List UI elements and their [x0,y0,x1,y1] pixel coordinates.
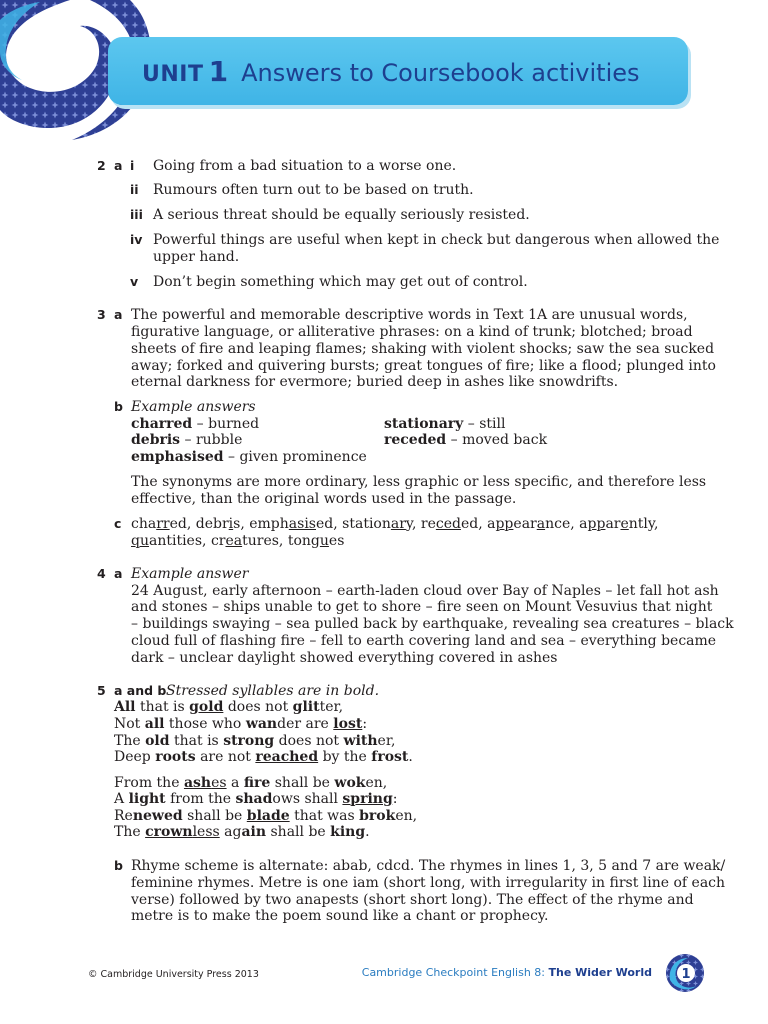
q3a-line: The powerful and memorable descriptive words in Text 1A are unusual words, [131,307,688,323]
synonym-pair [131,449,367,466]
spelling-word [288,533,345,549]
stressed-rhyme-syllable: lost [333,716,363,732]
synonym-meaning: – given prominence [223,449,367,465]
synonym-pair [131,432,242,449]
stressed-syllable: glit [292,699,320,715]
q2-roman-iv: iv [130,232,143,247]
stressed-rhyme-syllable: spring [342,791,393,807]
q2-part-label: a [114,158,123,173]
q4-part-label: a [114,566,123,581]
stressed-rhyme-syllable: blade [246,808,290,824]
unstressed-text: shall be [270,775,335,791]
q3c-line [131,516,658,533]
q3a-label: a [114,307,123,322]
stressed-rhyme-syllable: gold [189,699,224,715]
q3a-line: sheets of fire and leaping flames; shaking with violent shocks; saw the sea sucked [131,341,715,357]
stressed-syllable: king [330,824,366,840]
unstressed-text: that is [135,699,190,715]
spelling-word [605,516,658,532]
synonym-pair [384,416,505,433]
stressed-syllable: with [343,733,378,749]
word-part: re [420,516,436,532]
q2-roman-i: i [130,158,135,173]
q4-line: cloud full of flashing fire – fell to earth covering land and sea – everything became [131,633,717,649]
underlined-letters: ced [435,516,461,532]
word-part: ed, [460,516,488,532]
synonym-word: charred [131,416,193,432]
synonym-meaning: – burned [192,416,260,432]
poem-line [114,749,413,766]
unstressed-text: are not [195,749,256,765]
q4-heading: Example answer [131,566,249,582]
word-part: ear [513,516,537,532]
stressed-syllable: light [128,791,166,807]
q3c-label: c [114,516,122,531]
spelling-word [537,516,579,532]
unstressed-text: shall be [182,808,247,824]
unstressed-text: A [114,791,129,807]
stressed-syllable: roots [155,749,196,765]
unstressed-text: that was [289,808,360,824]
spelling-word [131,533,211,549]
poem-line [114,808,417,825]
q4-line: and stones – ships unable to get to shore – fire seen on Mount Vesuvius that night [131,599,713,615]
q5b-label: b [114,858,123,873]
q2-answer-iii: A serious threat should be equally seriously resisted. [153,207,530,223]
rhyme-syllable: es [211,775,227,791]
unstressed-text: Deep [114,749,156,765]
word-part: debr [195,516,229,532]
spelling-word [249,516,342,532]
q4-line: – buildings swaying – sea pulled back by earthquake, revealing sea creatures – black [131,616,734,632]
stressed-rhyme-syllable: reached [255,749,319,765]
q2-answer-v: Don’t begin something which may get out of control. [153,274,528,290]
word-part: y, [405,516,421,532]
q3c-line [131,533,344,550]
stressed-syllable: strong [223,733,275,749]
synonym-meaning: – moved back [446,432,548,448]
spelling-word [342,516,421,532]
unstressed-text: der are [277,716,334,732]
poem-line [114,791,397,808]
underlined-letters: pp [587,516,606,532]
unstressed-text: from the [165,791,236,807]
unstressed-text: : [362,716,368,732]
spelling-word [487,516,537,532]
stressed-syllable: newed [132,808,183,824]
title-text: Answers to Coursebook activities [241,59,640,87]
q3-number: 3 [97,307,106,322]
q5b-line: verse) followed by two anapests (short short long). The effect of the rhyme and [131,892,694,908]
page-number: 1 [681,967,691,982]
underlined-letters: rr [156,516,170,532]
unstressed-text: a [226,775,244,791]
stressed-syllable: all [144,716,165,732]
stressed-rhyme-syllable: crown [145,824,193,840]
underlined-letters: a [536,516,546,532]
stressed-syllable: old [145,733,170,749]
unstressed-text: by the [318,749,372,765]
synonym-word: debris [131,432,181,448]
stressed-syllable: All [114,699,136,715]
word-part: a [579,516,588,532]
book-title: The Wider World [548,966,652,979]
word-part: cha [131,516,157,532]
unstressed-text: : [392,791,398,807]
unstressed-text: The [114,824,146,840]
synonym-meaning: – still [463,416,506,432]
stressed-syllable: brok [359,808,396,824]
poem-line [114,699,343,716]
underlined-letters: ar [390,516,406,532]
synonym-meaning: – rubble [180,432,243,448]
word-part: a [487,516,496,532]
q3a-line: figurative language, or alliterative phrases: on a kind of trunk; blotched; broad [131,324,693,340]
unstressed-text: . [365,824,370,840]
synonym-pair [131,416,259,433]
underlined-letters: e [620,516,629,532]
stressed-rhyme-syllable: ash [183,775,212,791]
word-part: ntly, [628,516,659,532]
spelling-word [421,516,487,532]
page-number-badge [664,952,706,994]
q3a-line: away; forked and quivering bursts; great tongues of fire; like a flood; plunged into [131,358,716,374]
poem-line [114,733,395,750]
word-part: tures, [242,533,288,549]
q3a-line: eternal darkness for evermore; buried deep in ashes like snowdrifts. [131,374,619,390]
poem-line [114,775,387,792]
unstressed-text: ag [219,824,242,840]
series-name: Cambridge Checkpoint English 8: [361,966,549,979]
rhyme-syllable: less [192,824,220,840]
q4-line: 24 August, early afternoon – earth-laden cloud over Bay of Naples – let fall hot ash [131,583,719,599]
unstressed-text: does not [274,733,344,749]
poem-line [114,716,367,733]
unstressed-text: shall be [266,824,331,840]
poem-line [114,824,370,841]
word-part: emph [249,516,289,532]
unstressed-text: en, [365,775,388,791]
unstressed-text: en, [395,808,418,824]
unstressed-text: From the [114,775,184,791]
word-part: cr [210,533,226,549]
underlined-letters: u [319,533,329,549]
word-part: tong [287,533,320,549]
word-part: es [328,533,345,549]
q5b-line: metre is to make the poem sound like a chant or prophecy. [131,908,549,924]
unstressed-text: er, [377,733,396,749]
page-title [142,52,640,92]
unstressed-text: ter, [319,699,344,715]
unstressed-text: . [408,749,413,765]
q3b-note-line: effective, than the original words used in the passage. [131,491,517,507]
word-part: antities, [148,533,211,549]
q3b-note-line: The synonyms are more ordinary, less graphic or less specific, and therefore less [131,474,707,490]
underlined-letters: i [228,516,234,532]
spelling-word [131,516,196,532]
q2-roman-iii: iii [130,207,143,222]
series-title [362,966,652,979]
q5-part-label: a and b [114,683,167,698]
q2-roman-v: v [130,274,139,289]
stressed-syllable: wok [334,775,366,791]
unstressed-text: ows shall [272,791,343,807]
q2-number: 2 [97,158,106,173]
underlined-letters: ea [225,533,243,549]
spelling-word [579,516,605,532]
q2-answer-iv-line1: Powerful things are useful when kept in check but dangerous when allowed the [153,232,720,248]
synonym-word: receded [384,432,447,448]
q5b-line: Rhyme scheme is alternate: abab, cdcd. The rhymes in lines 1, 3, 5 and 7 are weak/ [131,858,726,874]
stressed-syllable: wan [245,716,278,732]
unstressed-text: Re [114,808,133,824]
word-part: station [342,516,391,532]
q3b-heading: Example answers [131,399,256,415]
unstressed-text: those who [164,716,246,732]
stressed-syllable: fire [243,775,271,791]
stressed-syllable: shad [235,791,273,807]
word-part: ar [605,516,621,532]
unstressed-text: Not [114,716,145,732]
q5b-line: feminine rhymes. Metre is one iam (short long, with irregularity in first line of each [131,875,726,891]
q2-answer-iv-line2: upper hand. [153,249,240,265]
spelling-word [196,516,249,532]
copyright-notice: © Cambridge University Press 2013 [88,969,259,980]
underlined-letters: pp [495,516,514,532]
q2-answer-i: Going from a bad situation to a worse one. [153,158,457,174]
q5-heading: Stressed syllables are in bold. [166,683,380,699]
unit-word: UNIT [142,62,204,87]
q3b-label: b [114,399,123,414]
synonym-word: stationary [384,416,464,432]
q4-line: dark – unclear daylight showed everything covered in ashes [131,650,558,666]
synonym-word: emphasised [131,449,224,465]
unit-number: 1 [208,55,229,88]
stressed-syllable: ain [241,824,267,840]
q2-roman-ii: ii [130,182,139,197]
underlined-letters: qu [131,533,149,549]
q5-number: 5 [97,683,106,698]
q2-answer-ii: Rumours often turn out to be based on truth. [153,182,474,198]
unstressed-text: The [114,733,146,749]
word-part: nce, [545,516,580,532]
underlined-letters: asis [288,516,316,532]
word-part: ed, [169,516,196,532]
unstressed-text: that is [169,733,224,749]
synonym-pair [384,432,547,449]
word-part: s, [233,516,250,532]
unstressed-text: does not [223,699,293,715]
word-part: ed, [316,516,343,532]
q4-number: 4 [97,566,106,581]
spelling-word [211,533,288,549]
stressed-syllable: frost [371,749,409,765]
